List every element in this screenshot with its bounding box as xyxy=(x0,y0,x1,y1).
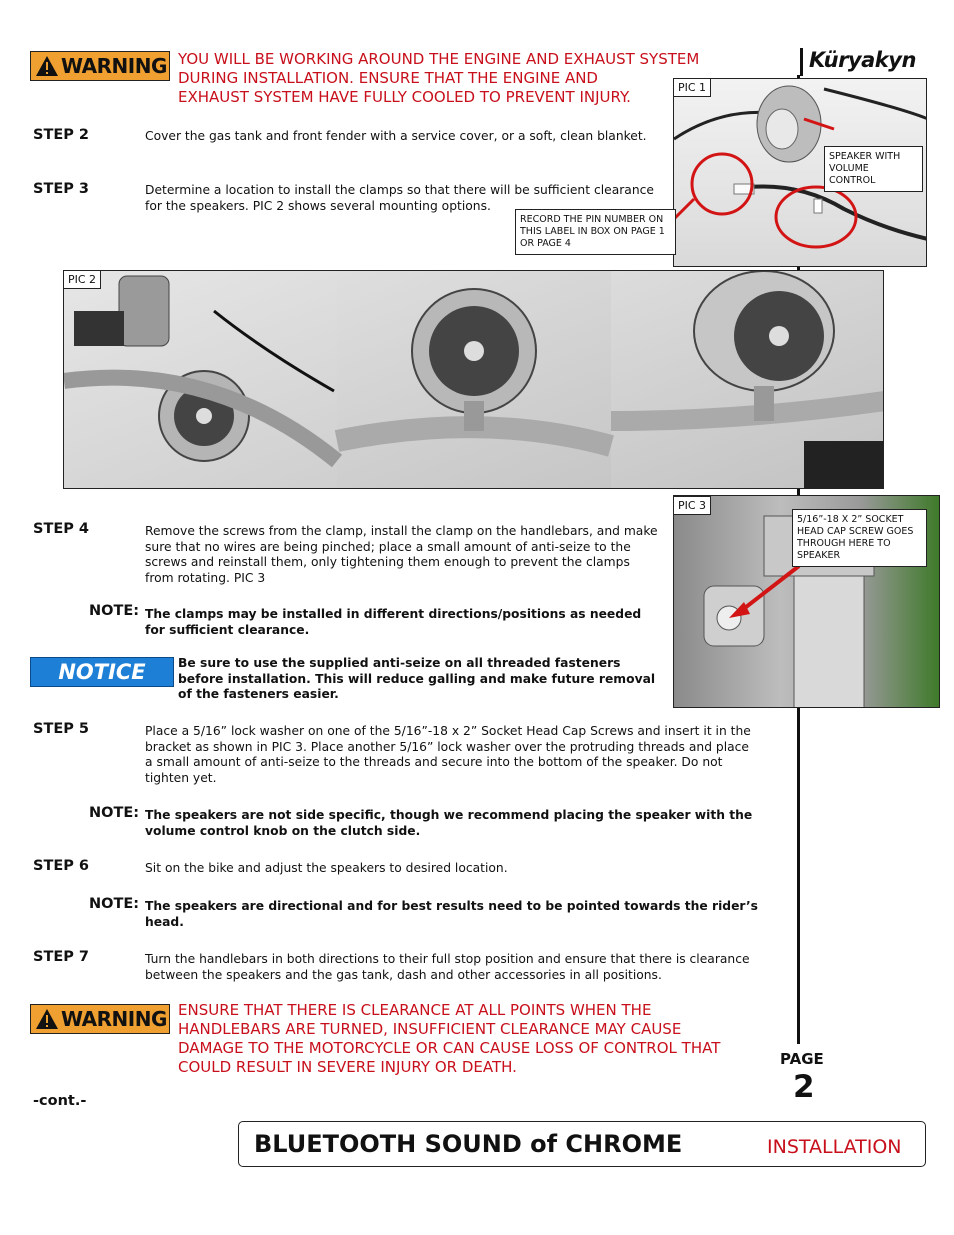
pic1-callout-record xyxy=(515,209,676,255)
notice-line: of the fasteners easier. xyxy=(178,687,339,701)
pic3-callout xyxy=(792,509,927,567)
step5-label: STEP 5 xyxy=(33,721,90,737)
step-line: Place a 5/16” lock washer on one of the 5/16”-18 x 2” Socket Head Cap Screws and insert it in the xyxy=(145,724,751,738)
footer-title: BLUETOOTH SOUND of CHROME xyxy=(254,1130,683,1158)
warning-triangle-icon xyxy=(35,1008,59,1030)
step3-text xyxy=(145,183,654,214)
note1-text xyxy=(145,607,641,638)
note-line: The clamps may be installed in different directions/positions as needed xyxy=(145,607,642,621)
step4-text xyxy=(145,524,658,586)
step-line: Remove the screws from the clamp, install the clamp on the handlebars, and make xyxy=(145,524,658,538)
note2-label: NOTE: xyxy=(89,805,140,821)
callout-line: RECORD THE PIN NUMBER ON xyxy=(520,214,664,225)
callout-line: VOLUME CONTROL xyxy=(829,163,876,186)
pic1-callout-speaker xyxy=(824,146,923,192)
step-line: screws and reinstall them, only tightening them enough to prevent the clamps xyxy=(145,555,630,569)
step-line: sure that no wires are being pinched; place a small amount of anti-seize to the xyxy=(145,539,631,554)
callout-line: HEAD CAP SCREW GOES xyxy=(797,526,914,537)
warning-badge-label: WARNING xyxy=(61,1007,167,1031)
footer-subtitle: INSTALLATION xyxy=(767,1136,902,1158)
step-line: a small amount of anti-seize to the threads and secure into the bottom of the speaker. Do not xyxy=(145,755,723,769)
note-line: for sufficient clearance. xyxy=(145,622,310,637)
warning-text-bottom xyxy=(178,1001,720,1077)
step2-label: STEP 2 xyxy=(33,127,90,143)
step-line: for the speakers. PIC 2 shows several mounting options. xyxy=(145,198,491,213)
warning-badge-top xyxy=(30,51,170,81)
warning-line: HANDLEBARS ARE TURNED, INSUFFICIENT CLEARANCE MAY CAUSE xyxy=(178,1020,682,1038)
step5-text xyxy=(145,724,751,786)
warning-text-top xyxy=(178,50,699,107)
step6-label: STEP 6 xyxy=(33,858,90,874)
step-line: Determine a location to install the clamps so that there will be sufficient clearance xyxy=(145,183,654,197)
note3-label: NOTE: xyxy=(89,896,140,912)
notice-badge xyxy=(30,657,174,687)
pic2-photo xyxy=(63,270,884,489)
callout-line: SPEAKER WITH xyxy=(829,151,901,162)
step-line: Sit on the bike and adjust the speakers to desired location. xyxy=(145,861,508,875)
notice-line: before installation. This will reduce galling and make future removal xyxy=(178,671,656,686)
step-line: Cover the gas tank and front fender with a service cover, or a soft, clean blanket. xyxy=(145,129,647,143)
warning-line: EXHAUST SYSTEM HAVE FULLY COOLED TO PREVENT INJURY. xyxy=(178,88,631,106)
note1-label: NOTE: xyxy=(89,603,140,619)
note-line: volume control knob on the clutch side. xyxy=(145,823,421,838)
note2-text xyxy=(145,808,752,839)
warning-line: DAMAGE TO THE MOTORCYCLE OR CAN CAUSE LOSS OF CONTROL THAT xyxy=(178,1039,721,1057)
divider-bottom xyxy=(797,708,800,1044)
callout-line: THIS LABEL IN BOX ON PAGE 1 xyxy=(520,226,665,237)
note-line: The speakers are not side specific, though we recommend placing the speaker with the xyxy=(145,808,753,822)
step6-text xyxy=(145,861,508,877)
step2-text xyxy=(145,129,647,145)
callout-line: OR PAGE 4 xyxy=(520,238,571,249)
footer-box xyxy=(238,1121,926,1167)
callout-line: THROUGH HERE TO xyxy=(797,538,891,549)
step-line: tighten yet. xyxy=(145,770,217,785)
note3-text xyxy=(145,899,758,930)
step7-label: STEP 7 xyxy=(33,949,90,965)
callout-line: SPEAKER xyxy=(797,550,841,561)
brand-logo xyxy=(800,48,926,76)
step4-label: STEP 4 xyxy=(33,521,90,537)
page-number: 2 xyxy=(793,1069,815,1105)
notice-text xyxy=(178,656,655,703)
warning-line: ENSURE THAT THERE IS CLEARANCE AT ALL POINTS WHEN THE xyxy=(178,1001,652,1019)
step3-label: STEP 3 xyxy=(33,181,90,197)
page-label: PAGE xyxy=(780,1050,824,1068)
continued-label: -cont.- xyxy=(33,1093,87,1109)
pic1-label: PIC 1 xyxy=(673,78,711,97)
warning-line: YOU WILL BE WORKING AROUND THE ENGINE AND EXHAUST SYSTEM xyxy=(178,50,700,68)
step7-text xyxy=(145,952,750,983)
note-line: The speakers are directional and for best results need to be pointed towards the rider’s xyxy=(145,899,759,913)
step-line: from rotating. PIC 3 xyxy=(145,570,266,585)
warning-line: DURING INSTALLATION. ENSURE THAT THE ENGINE AND xyxy=(178,69,598,87)
warning-badge-label: WARNING xyxy=(61,54,167,78)
notice-line: Be sure to use the supplied anti-seize on all threaded fasteners xyxy=(178,656,621,670)
warning-badge-bottom xyxy=(30,1004,170,1034)
brand-logo-text: Küryakyn xyxy=(809,48,916,72)
pic2-label: PIC 2 xyxy=(63,270,101,289)
notice-badge-label: NOTICE xyxy=(58,660,146,684)
warning-line: COULD RESULT IN SEVERE INJURY OR DEATH. xyxy=(178,1058,517,1076)
note-line: head. xyxy=(145,914,184,929)
step-line: bracket as shown in PIC 3. Place another 5/16” lock washer over the protruding threads and place xyxy=(145,739,750,754)
step-line: between the speakers and the gas tank, dash and other accessories in all positions. xyxy=(145,967,662,982)
warning-triangle-icon xyxy=(35,55,59,77)
callout-line: 5/16”-18 X 2” SOCKET xyxy=(797,514,904,525)
step-line: Turn the handlebars in both directions to their full stop position and ensure that there is clearance xyxy=(145,952,750,966)
pic3-label: PIC 3 xyxy=(673,496,711,515)
pic2-speakers-illustration xyxy=(64,271,884,489)
